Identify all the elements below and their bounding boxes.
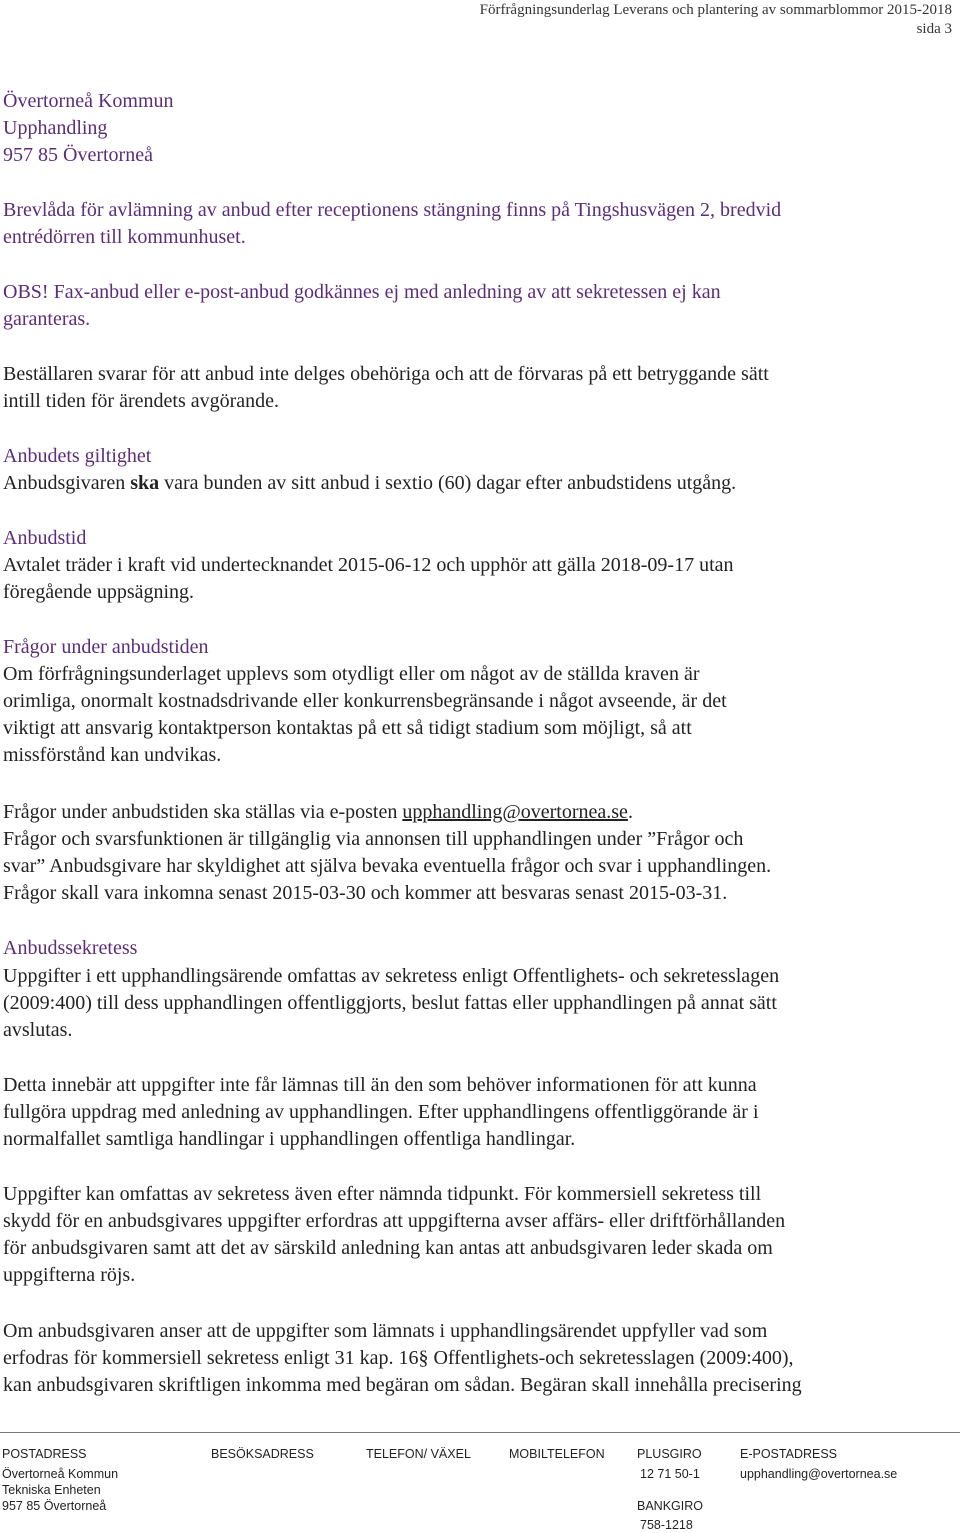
footer-col-plusgiro: PLUSGIRO <box>637 1447 702 1461</box>
secrecy-p4-line2: erfodras för kommersiell sekretess enligt 31 kap. 16§ Offentlighets-och sekretesslagen (2009:400), <box>3 1347 794 1369</box>
validity-text-post: vara bunden av sitt anbud i sextio (60) dagar efter anbudstidens utgång. <box>159 472 737 494</box>
questions-p1-line3: viktigt att ansvarig kontaktperson kontaktas på ett så tidigt stadium som möjligt, så att <box>3 717 692 739</box>
mailbox-text-line2: entrédörren till kommunhuset. <box>3 226 246 248</box>
secrecy-p3-line3: för anbudsgivaren samt att det av särskild anledning kan antas att anbudsgivaren leder skada om <box>3 1237 773 1259</box>
address-line-postal: 957 85 Övertorneå <box>3 144 153 166</box>
secrecy-p3-line4: uppgifterna röjs. <box>3 1264 136 1286</box>
questions-p2-line3: svar” Anbudsgivare har skyldighet att själva bevaka eventuella frågor och svar i upphandlingen. <box>3 855 772 877</box>
secrecy-p1-line2: (2009:400) till dess upphandlingen offentliggjorts, beslut fattas eller upphandlingen på annat sätt <box>3 992 777 1014</box>
footer-col-mobil: MOBILTELEFON <box>509 1447 605 1461</box>
secrecy-p1-line1: Uppgifter i ett upphandlingsärende omfattas av sekretess enligt Offentlighets- och sekretesslagen <box>3 965 780 987</box>
footer-col-besoksadress: BESÖKSADRESS <box>211 1447 314 1461</box>
secrecy-p2-line3: normalfallet samtliga handlingar i upphandlingen offentliga handlingar. <box>3 1128 576 1150</box>
footer-col-telefon: TELEFON/ VÄXEL <box>366 1447 471 1461</box>
questions-p1-line1: Om förfrågningsunderlaget upplevs som otydligt eller om något av de ställda kraven är <box>3 663 700 685</box>
secrecy-p1-line3: avslutas. <box>3 1019 73 1041</box>
questions-p1-line4: missförstånd kan undvikas. <box>3 744 222 766</box>
footer-divider <box>0 1432 960 1433</box>
questions-p2-post: . <box>627 801 633 823</box>
secrecy-heading: Anbudssekretess <box>3 937 138 959</box>
validity-heading: Anbudets giltighet <box>3 445 152 467</box>
validity-text <box>3 470 736 497</box>
secrecy-p2-line1: Detta innebär att uppgifter inte får lämnas till än den som behöver informationen för att kunna <box>3 1074 757 1096</box>
footer-col-postadress: POSTADRESS <box>2 1447 87 1461</box>
footer-col-epost: E-POSTADRESS <box>740 1447 838 1461</box>
questions-p2-line4: Frågor skall vara inkomna senast 2015-03-30 och kommer att besvaras senast 2015-03-31. <box>3 882 728 904</box>
obs-text-line2: garanteras. <box>3 308 91 330</box>
page-number: sida 3 <box>916 21 952 37</box>
questions-p2-pre: Frågor under anbudstiden ska ställas via e-posten <box>3 801 403 823</box>
footer-bankgiro-value: 758-1218 <box>640 1518 693 1532</box>
orderer-text-line2: intill tiden för ärendets avgörande. <box>3 390 280 412</box>
footer-bankgiro-label: BANKGIRO <box>637 1499 703 1513</box>
footer-post-line2: Tekniska Enheten <box>2 1483 101 1497</box>
secrecy-p3-line2: skydd för en anbudsgivares uppgifter erfordras att uppgifterna avser affärs- eller driftförhållanden <box>3 1210 786 1232</box>
footer-email-value: upphandling@overtornea.se <box>740 1467 898 1481</box>
mailbox-text-line1: Brevlåda för avlämning av anbud efter receptionens stängning finns på Tingshusvägen 2, bredvid <box>3 199 782 221</box>
secrecy-p4-line1: Om anbudsgivaren anser att de uppgifter som lämnats i upphandlingsärendet uppfyller vad som <box>3 1320 768 1342</box>
questions-p2-line2: Frågor och svarsfunktionen är tillgänglig via annonsen till upphandlingen under ”Frågor och <box>3 828 744 850</box>
validity-text-bold: ska <box>130 472 160 494</box>
validity-text-pre: Anbudsgivaren <box>3 472 131 494</box>
questions-p2-line1 <box>3 799 633 826</box>
bid-time-text-line2: föregående uppsägning. <box>3 581 195 603</box>
bid-time-heading: Anbudstid <box>3 527 87 549</box>
footer-post-line3: 957 85 Övertorneå <box>2 1499 107 1513</box>
obs-text-line1: OBS! Fax-anbud eller e-post-anbud godkännes ej med anledning av att sekretessen ej kan <box>3 281 721 303</box>
questions-email-link[interactable]: upphandling@overtornea.se <box>402 801 628 823</box>
questions-p1-line2: orimliga, onormalt kostnadsdrivande eller konkurrensbegränsande i något avseende, är det <box>3 690 727 712</box>
secrecy-p2-line2: fullgöra uppdrag med anledning av upphandlingen. Efter upphandlingens offentliggörande är i <box>3 1101 759 1123</box>
questions-heading: Frågor under anbudstiden <box>3 636 209 658</box>
secrecy-p4-line3: kan anbudsgivaren skriftligen inkomma med begäran om sådan. Begäran skall innehålla precisering <box>3 1374 802 1396</box>
address-line-municipality: Övertorneå Kommun <box>3 90 174 112</box>
bid-time-text-line1: Avtalet träder i kraft vid undertecknandet 2015-06-12 och upphör att gälla 2018-09-17 utan <box>3 554 734 576</box>
footer-post-line1: Övertorneå Kommun <box>2 1467 119 1481</box>
footer-plusgiro-value: 12 71 50-1 <box>640 1467 700 1481</box>
document-title: Förfrågningsunderlag Leverans och plantering av sommarblommor 2015-2018 <box>479 2 952 18</box>
address-line-department: Upphandling <box>3 117 108 139</box>
orderer-text-line1: Beställaren svarar för att anbud inte delges obehöriga och att de förvaras på ett betryggande sätt <box>3 363 769 385</box>
secrecy-p3-line1: Uppgifter kan omfattas av sekretess även efter nämnda tidpunkt. För kommersiell sekretess till <box>3 1183 762 1205</box>
